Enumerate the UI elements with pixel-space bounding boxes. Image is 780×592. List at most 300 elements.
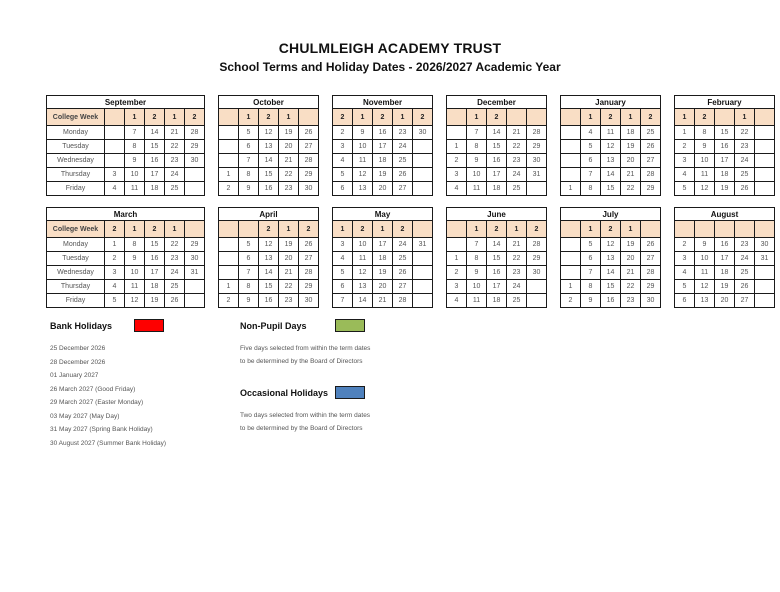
college-week-cell bbox=[561, 109, 581, 126]
date-cell: 30 bbox=[299, 182, 319, 196]
date-cell: 7 bbox=[581, 168, 601, 182]
date-cell: 14 bbox=[259, 154, 279, 168]
date-cell bbox=[413, 182, 433, 196]
date-cell: 25 bbox=[507, 294, 527, 308]
date-cell: 19 bbox=[715, 280, 735, 294]
date-cell: 20 bbox=[621, 252, 641, 266]
date-cell: 24 bbox=[507, 168, 527, 182]
date-cell bbox=[219, 154, 239, 168]
date-cell: 3 bbox=[675, 252, 695, 266]
date-cell: 18 bbox=[621, 126, 641, 140]
college-week-cell: 2 bbox=[695, 109, 715, 126]
month-header: March bbox=[47, 208, 205, 221]
date-cell: 22 bbox=[279, 168, 299, 182]
occasional-holidays-header bbox=[240, 385, 500, 400]
date-cell: 3 bbox=[675, 154, 695, 168]
date-cell: 28 bbox=[185, 126, 205, 140]
month-header: May bbox=[333, 208, 433, 221]
date-cell: 28 bbox=[641, 266, 661, 280]
date-cell: 10 bbox=[695, 154, 715, 168]
date-cell: 21 bbox=[507, 238, 527, 252]
date-cell: 9 bbox=[239, 294, 259, 308]
date-cell: 23 bbox=[279, 294, 299, 308]
date-cell: 7 bbox=[239, 266, 259, 280]
day-label: Thursday bbox=[47, 280, 105, 294]
date-cell bbox=[561, 238, 581, 252]
date-cell: 20 bbox=[279, 252, 299, 266]
month-table-november bbox=[332, 95, 433, 196]
date-cell: 9 bbox=[125, 252, 145, 266]
date-cell: 28 bbox=[393, 294, 413, 308]
date-cell: 26 bbox=[165, 294, 185, 308]
college-week-cell: 2 bbox=[353, 221, 373, 238]
date-cell: 23 bbox=[393, 126, 413, 140]
college-week-cell: 1 bbox=[279, 109, 299, 126]
date-cell: 2 bbox=[447, 266, 467, 280]
date-cell: 6 bbox=[581, 252, 601, 266]
date-cell: 7 bbox=[239, 154, 259, 168]
date-cell bbox=[561, 126, 581, 140]
date-cell: 6 bbox=[239, 140, 259, 154]
date-cell bbox=[447, 126, 467, 140]
date-cell: 3 bbox=[333, 140, 353, 154]
date-cell: 26 bbox=[735, 280, 755, 294]
college-week-cell: 1 bbox=[165, 109, 185, 126]
date-cell bbox=[561, 140, 581, 154]
college-week-cell bbox=[641, 221, 661, 238]
date-cell: 3 bbox=[105, 266, 125, 280]
college-week-cell: 1 bbox=[621, 221, 641, 238]
college-week-cell bbox=[735, 221, 755, 238]
date-cell: 4 bbox=[105, 280, 125, 294]
college-week-cell: 2 bbox=[487, 221, 507, 238]
date-cell: 16 bbox=[487, 266, 507, 280]
date-cell: 14 bbox=[487, 126, 507, 140]
month-table-january bbox=[560, 95, 661, 196]
date-cell: 8 bbox=[581, 182, 601, 196]
date-cell bbox=[755, 140, 775, 154]
date-cell bbox=[219, 140, 239, 154]
date-cell: 16 bbox=[715, 238, 735, 252]
date-cell: 19 bbox=[279, 238, 299, 252]
date-cell: 3 bbox=[447, 168, 467, 182]
non-pupil-color-swatch bbox=[335, 319, 365, 332]
date-cell bbox=[561, 154, 581, 168]
date-cell: 12 bbox=[695, 182, 715, 196]
day-label: Friday bbox=[47, 182, 105, 196]
occasional-color-swatch bbox=[335, 386, 365, 399]
college-week-label: College Week bbox=[47, 221, 105, 238]
bank-holiday-color-swatch bbox=[134, 319, 164, 332]
date-cell: 11 bbox=[601, 126, 621, 140]
date-cell: 9 bbox=[125, 154, 145, 168]
bank-holidays-list bbox=[50, 342, 240, 450]
college-week-cell: 1 bbox=[353, 109, 373, 126]
date-cell bbox=[185, 168, 205, 182]
college-week-cell: 2 bbox=[373, 109, 393, 126]
college-week-cell: 1 bbox=[735, 109, 755, 126]
date-cell: 17 bbox=[715, 154, 735, 168]
month-table-june bbox=[446, 207, 547, 308]
date-cell: 12 bbox=[601, 140, 621, 154]
date-cell: 21 bbox=[507, 126, 527, 140]
date-cell bbox=[105, 154, 125, 168]
date-cell: 1 bbox=[447, 252, 467, 266]
date-cell: 18 bbox=[145, 280, 165, 294]
college-week-cell: 2 bbox=[601, 109, 621, 126]
date-cell: 24 bbox=[735, 252, 755, 266]
date-cell: 28 bbox=[527, 126, 547, 140]
college-week-cell bbox=[219, 109, 239, 126]
date-cell: 1 bbox=[561, 280, 581, 294]
date-cell: 9 bbox=[695, 238, 715, 252]
date-cell: 26 bbox=[641, 140, 661, 154]
date-cell: 17 bbox=[373, 238, 393, 252]
date-cell: 19 bbox=[715, 182, 735, 196]
date-cell bbox=[413, 252, 433, 266]
date-cell: 27 bbox=[735, 294, 755, 308]
date-cell: 6 bbox=[333, 182, 353, 196]
date-cell: 17 bbox=[145, 168, 165, 182]
date-cell: 31 bbox=[413, 238, 433, 252]
date-cell: 15 bbox=[601, 280, 621, 294]
college-week-cell: 2 bbox=[145, 109, 165, 126]
occasional-note-line: to be determined by the Board of Directors bbox=[240, 425, 363, 432]
date-cell bbox=[755, 182, 775, 196]
date-cell: 12 bbox=[353, 168, 373, 182]
day-label: Wednesday bbox=[47, 266, 105, 280]
date-cell: 22 bbox=[165, 238, 185, 252]
date-cell: 23 bbox=[621, 294, 641, 308]
date-cell bbox=[527, 294, 547, 308]
date-cell: 6 bbox=[239, 252, 259, 266]
date-cell: 8 bbox=[239, 280, 259, 294]
date-cell: 26 bbox=[735, 182, 755, 196]
month-header: February bbox=[675, 96, 775, 109]
date-cell: 13 bbox=[353, 280, 373, 294]
date-cell: 30 bbox=[527, 266, 547, 280]
date-cell bbox=[413, 294, 433, 308]
date-cell: 24 bbox=[507, 280, 527, 294]
date-cell: 19 bbox=[621, 140, 641, 154]
month-table-february bbox=[674, 95, 775, 196]
date-cell: 6 bbox=[333, 280, 353, 294]
college-week-cell: 2 bbox=[487, 109, 507, 126]
date-cell: 29 bbox=[641, 280, 661, 294]
date-cell: 5 bbox=[675, 280, 695, 294]
date-cell: 21 bbox=[621, 266, 641, 280]
date-cell: 30 bbox=[185, 154, 205, 168]
non-pupil-note-line: to be determined by the Board of Directors bbox=[240, 358, 363, 365]
date-cell bbox=[413, 280, 433, 294]
page-subtitle: School Terms and Holiday Dates - 2026/2027 Academic Year bbox=[219, 60, 561, 74]
date-cell: 10 bbox=[467, 168, 487, 182]
date-cell: 9 bbox=[467, 266, 487, 280]
non-pupil-days-label: Non-Pupil Days bbox=[240, 320, 307, 331]
date-cell: 19 bbox=[621, 238, 641, 252]
date-cell: 2 bbox=[219, 294, 239, 308]
date-cell: 21 bbox=[279, 266, 299, 280]
date-cell: 24 bbox=[165, 168, 185, 182]
date-cell: 16 bbox=[715, 140, 735, 154]
college-week-cell: 1 bbox=[621, 109, 641, 126]
date-cell: 11 bbox=[125, 280, 145, 294]
college-week-cell: 1 bbox=[467, 109, 487, 126]
month-table-may bbox=[332, 207, 433, 308]
date-cell: 23 bbox=[507, 154, 527, 168]
college-week-cell bbox=[219, 221, 239, 238]
date-cell: 31 bbox=[755, 252, 775, 266]
month-header: December bbox=[447, 96, 547, 109]
date-cell: 25 bbox=[165, 280, 185, 294]
date-cell: 4 bbox=[333, 252, 353, 266]
date-cell: 14 bbox=[487, 238, 507, 252]
date-cell: 8 bbox=[695, 126, 715, 140]
non-pupil-days-note bbox=[240, 342, 500, 368]
date-cell: 13 bbox=[695, 294, 715, 308]
date-cell: 2 bbox=[675, 238, 695, 252]
date-cell: 22 bbox=[621, 280, 641, 294]
date-cell bbox=[413, 266, 433, 280]
date-cell: 13 bbox=[259, 140, 279, 154]
page bbox=[0, 40, 780, 592]
date-cell: 1 bbox=[219, 168, 239, 182]
month-header: January bbox=[561, 96, 661, 109]
date-cell: 19 bbox=[145, 294, 165, 308]
date-cell: 10 bbox=[695, 252, 715, 266]
date-cell: 7 bbox=[125, 126, 145, 140]
college-week-cell bbox=[755, 109, 775, 126]
date-cell bbox=[755, 126, 775, 140]
bank-holidays-header bbox=[50, 318, 240, 333]
date-cell: 24 bbox=[393, 140, 413, 154]
date-cell: 2 bbox=[447, 154, 467, 168]
date-cell: 14 bbox=[601, 168, 621, 182]
bank-holidays-label: Bank Holidays bbox=[50, 320, 113, 331]
date-cell: 28 bbox=[527, 238, 547, 252]
date-cell: 7 bbox=[333, 294, 353, 308]
college-week-cell bbox=[185, 221, 205, 238]
date-cell: 2 bbox=[219, 182, 239, 196]
date-cell: 17 bbox=[715, 252, 735, 266]
college-week-cell: 1 bbox=[675, 109, 695, 126]
date-cell: 14 bbox=[601, 266, 621, 280]
date-cell: 30 bbox=[641, 294, 661, 308]
college-week-cell bbox=[715, 109, 735, 126]
month-table-december bbox=[446, 95, 547, 196]
college-week-cell: 1 bbox=[125, 221, 145, 238]
date-cell: 23 bbox=[165, 252, 185, 266]
date-cell: 9 bbox=[239, 182, 259, 196]
date-cell: 4 bbox=[675, 168, 695, 182]
date-cell: 29 bbox=[185, 238, 205, 252]
date-cell: 27 bbox=[641, 252, 661, 266]
date-cell: 14 bbox=[353, 294, 373, 308]
date-cell bbox=[219, 266, 239, 280]
legend-other bbox=[240, 318, 500, 450]
date-cell: 22 bbox=[165, 140, 185, 154]
date-cell: 10 bbox=[353, 238, 373, 252]
college-week-cell bbox=[527, 109, 547, 126]
date-cell: 23 bbox=[735, 238, 755, 252]
bank-holiday-item: 01 January 2027 bbox=[50, 372, 99, 379]
date-cell: 15 bbox=[601, 182, 621, 196]
college-week-cell: 1 bbox=[507, 221, 527, 238]
date-cell: 13 bbox=[601, 154, 621, 168]
college-week-cell: 1 bbox=[393, 109, 413, 126]
date-cell: 26 bbox=[299, 238, 319, 252]
date-cell bbox=[105, 126, 125, 140]
date-cell: 23 bbox=[279, 182, 299, 196]
college-week-cell: 2 bbox=[413, 109, 433, 126]
date-cell: 8 bbox=[467, 252, 487, 266]
date-cell: 30 bbox=[755, 238, 775, 252]
date-cell: 15 bbox=[487, 252, 507, 266]
date-cell bbox=[447, 238, 467, 252]
bank-holiday-item: 29 March 2027 (Easter Monday) bbox=[50, 399, 144, 406]
date-cell: 4 bbox=[105, 182, 125, 196]
month-header: October bbox=[219, 96, 319, 109]
bank-holiday-item: 30 August 2027 (Summer Bank Holiday) bbox=[50, 439, 166, 447]
date-cell: 13 bbox=[601, 252, 621, 266]
date-cell: 8 bbox=[125, 140, 145, 154]
date-cell: 27 bbox=[393, 280, 413, 294]
date-cell: 5 bbox=[239, 238, 259, 252]
college-week-cell bbox=[447, 221, 467, 238]
occasional-holidays-note bbox=[240, 409, 500, 435]
date-cell: 5 bbox=[239, 126, 259, 140]
date-cell: 15 bbox=[145, 140, 165, 154]
college-week-cell bbox=[561, 221, 581, 238]
date-cell: 27 bbox=[641, 154, 661, 168]
college-week-cell bbox=[507, 109, 527, 126]
month-header: November bbox=[333, 96, 433, 109]
date-cell: 28 bbox=[299, 154, 319, 168]
day-label: Monday bbox=[47, 126, 105, 140]
college-week-cell: 2 bbox=[641, 109, 661, 126]
date-cell: 9 bbox=[353, 126, 373, 140]
date-cell: 17 bbox=[487, 168, 507, 182]
date-cell: 14 bbox=[145, 126, 165, 140]
college-week-cell: 2 bbox=[393, 221, 413, 238]
month-header: August bbox=[675, 208, 775, 221]
date-cell: 20 bbox=[621, 154, 641, 168]
date-cell: 22 bbox=[507, 252, 527, 266]
date-cell: 24 bbox=[165, 266, 185, 280]
college-week-cell bbox=[105, 109, 125, 126]
date-cell: 22 bbox=[507, 140, 527, 154]
date-cell: 23 bbox=[507, 266, 527, 280]
date-cell: 9 bbox=[695, 140, 715, 154]
date-cell: 15 bbox=[487, 140, 507, 154]
date-cell: 1 bbox=[561, 182, 581, 196]
date-cell: 28 bbox=[299, 266, 319, 280]
date-cell bbox=[561, 168, 581, 182]
date-cell: 20 bbox=[373, 280, 393, 294]
college-week-label: College Week bbox=[47, 109, 105, 126]
date-cell: 10 bbox=[125, 168, 145, 182]
date-cell: 4 bbox=[333, 154, 353, 168]
date-cell: 14 bbox=[259, 266, 279, 280]
college-week-cell: 2 bbox=[185, 109, 205, 126]
date-cell bbox=[755, 294, 775, 308]
date-cell bbox=[527, 280, 547, 294]
date-cell: 18 bbox=[487, 294, 507, 308]
date-cell: 7 bbox=[581, 266, 601, 280]
month-table-october bbox=[218, 95, 319, 196]
month-table-march bbox=[46, 207, 205, 308]
date-cell bbox=[413, 140, 433, 154]
date-cell: 3 bbox=[333, 238, 353, 252]
date-cell: 18 bbox=[145, 182, 165, 196]
college-week-cell bbox=[299, 109, 319, 126]
date-cell: 25 bbox=[393, 252, 413, 266]
date-cell: 25 bbox=[641, 126, 661, 140]
date-cell: 10 bbox=[353, 140, 373, 154]
bank-holiday-item: 03 May 2027 (May Day) bbox=[50, 412, 120, 420]
date-cell: 18 bbox=[487, 182, 507, 196]
date-cell: 24 bbox=[735, 154, 755, 168]
date-cell: 6 bbox=[675, 294, 695, 308]
month-header: April bbox=[219, 208, 319, 221]
date-cell: 19 bbox=[373, 266, 393, 280]
date-cell: 26 bbox=[641, 238, 661, 252]
date-cell: 21 bbox=[621, 168, 641, 182]
college-week-cell: 1 bbox=[581, 109, 601, 126]
date-cell: 12 bbox=[353, 266, 373, 280]
date-cell: 2 bbox=[105, 252, 125, 266]
date-cell: 6 bbox=[581, 154, 601, 168]
date-cell: 18 bbox=[715, 266, 735, 280]
date-cell: 25 bbox=[735, 266, 755, 280]
date-cell: 30 bbox=[413, 126, 433, 140]
date-cell: 5 bbox=[675, 182, 695, 196]
date-cell: 16 bbox=[259, 182, 279, 196]
month-table-september bbox=[46, 95, 205, 196]
date-cell: 15 bbox=[259, 280, 279, 294]
month-header: June bbox=[447, 208, 547, 221]
occasional-note-line: Two days selected from within the term dates bbox=[240, 412, 371, 419]
college-week-cell bbox=[755, 221, 775, 238]
date-cell: 2 bbox=[561, 294, 581, 308]
date-cell: 16 bbox=[601, 294, 621, 308]
date-cell: 29 bbox=[527, 252, 547, 266]
date-cell: 22 bbox=[735, 126, 755, 140]
date-cell: 27 bbox=[299, 252, 319, 266]
date-cell: 8 bbox=[239, 168, 259, 182]
bank-holiday-item: 28 December 2026 bbox=[50, 358, 106, 366]
date-cell: 1 bbox=[675, 126, 695, 140]
college-week-cell bbox=[447, 109, 467, 126]
date-cell: 16 bbox=[145, 154, 165, 168]
date-cell: 29 bbox=[299, 280, 319, 294]
date-cell: 29 bbox=[641, 182, 661, 196]
date-cell: 23 bbox=[735, 140, 755, 154]
date-cell bbox=[755, 266, 775, 280]
date-cell: 13 bbox=[353, 182, 373, 196]
date-cell: 16 bbox=[487, 154, 507, 168]
date-cell: 30 bbox=[185, 252, 205, 266]
day-label: Monday bbox=[47, 238, 105, 252]
date-cell bbox=[527, 182, 547, 196]
date-cell bbox=[219, 126, 239, 140]
date-cell: 16 bbox=[259, 294, 279, 308]
date-cell: 21 bbox=[279, 154, 299, 168]
date-cell bbox=[561, 252, 581, 266]
date-cell: 11 bbox=[695, 168, 715, 182]
date-cell: 12 bbox=[601, 238, 621, 252]
date-cell bbox=[105, 140, 125, 154]
